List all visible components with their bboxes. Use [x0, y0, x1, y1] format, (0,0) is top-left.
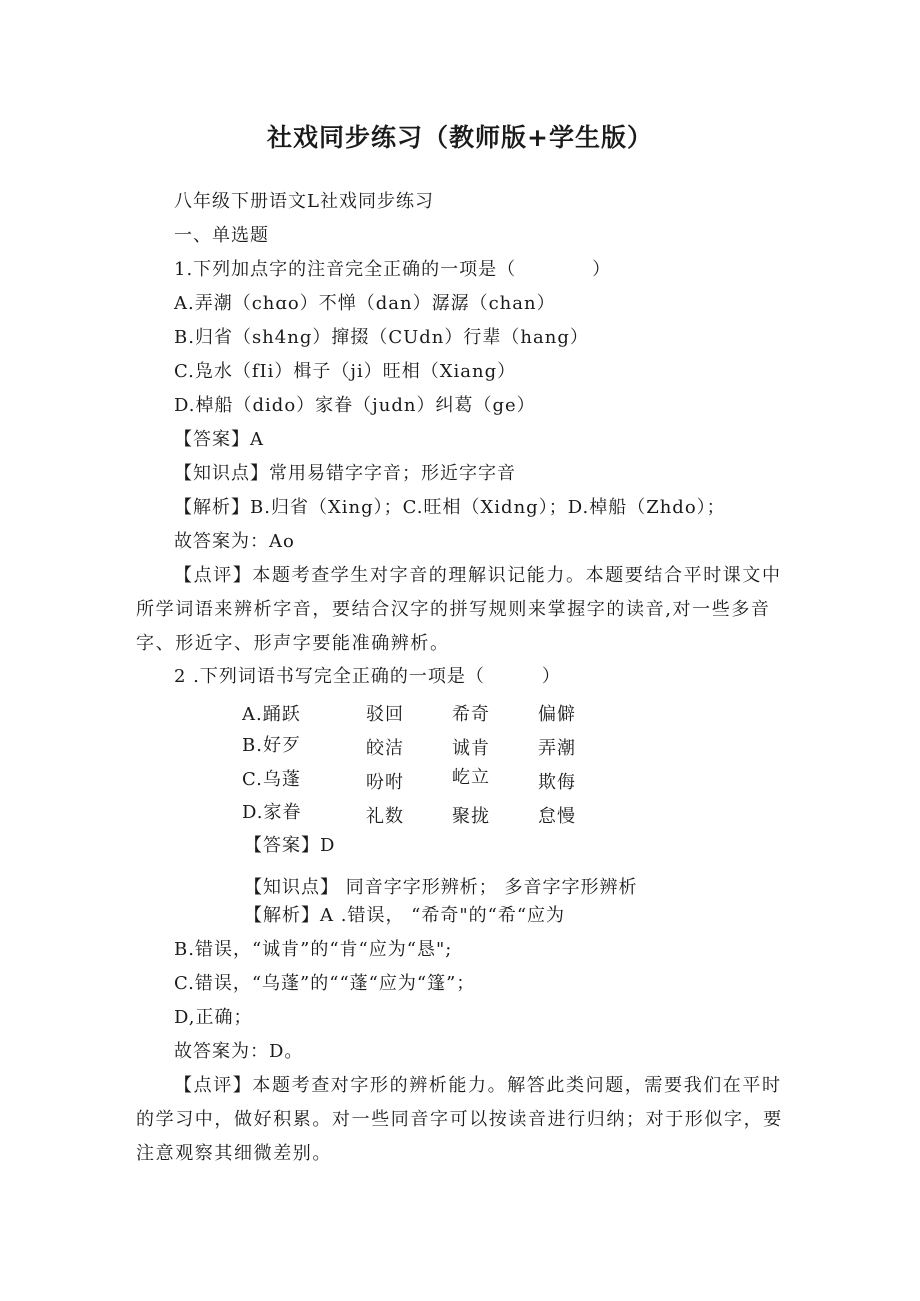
- q2-row-c-word-1: C.乌蓬: [242, 769, 301, 790]
- q2-stem: 2 .下列词语书写完全正确的一项是（ ）: [174, 666, 561, 687]
- q1-stem: 1.下列加点字的注音完全正确的一项是（ ）: [174, 259, 612, 280]
- q2-row-b-word-1: B.好歹: [242, 735, 301, 756]
- q2-row-d-word-3: 聚拢: [452, 806, 490, 827]
- q2-row-a-word-2: 驳回: [366, 704, 404, 725]
- q2-row-b-word-3: 诚肯: [452, 738, 490, 759]
- q2-row-c-word-4: 欺侮: [538, 772, 576, 793]
- q1-option-b: B.归省（sh4ng）撺掇（CUdn）行辈（hang）: [174, 327, 589, 348]
- q2-knowledge: 【知识点】 同音字字形辨析； 多音字字形辨析: [244, 877, 638, 898]
- q1-option-c: C.凫水（fIi）楫子（ji）旺相（Xiang）: [174, 361, 517, 382]
- q2-row-c-word-2: 吩咐: [366, 772, 404, 793]
- q2-row-d-word-4: 怠慢: [538, 806, 576, 827]
- q2-analysis: 【解析】A .错误， “希奇"的“希“应为: [244, 905, 566, 926]
- q2-row-b-word-4: 弄潮: [538, 738, 576, 759]
- q2-row-c-word-3: 屹立: [452, 767, 490, 788]
- q2-row-a-word-1: A.踊跃: [242, 704, 301, 725]
- q2-analysis-d: D,正确；: [174, 1007, 253, 1028]
- q2-row-a-word-3: 希奇: [452, 704, 490, 725]
- q2-analysis-c: C.错误，“乌蓬”的““蓬“应为“篷”；: [174, 973, 476, 994]
- q1-option-d: D.棹船（dido）家眷（judn）纠葛（ge）: [174, 395, 536, 416]
- subtitle: 八年级下册语文L社戏同步练习: [174, 191, 434, 212]
- q1-comment: 【点评】本题考查学生对字音的理解识记能力。本题要结合平时课文中所学词语来辨析字音，要结合汉字的拼写规则来掌握字的读音,对一些多音字、形近字、形声字要能准确辨析。: [136, 565, 782, 654]
- q2-analysis-b: B.错误，“诚肯”的“肯“应为“恳";: [174, 939, 453, 960]
- q1-option-a: A.弄潮（chɑo）不惮（dan）潺潺（chan）: [174, 293, 556, 314]
- q1-answer: 【答案】A: [174, 429, 264, 450]
- q2-row-d-word-2: 礼数: [366, 806, 404, 827]
- q2-row-b-word-2: 皎洁: [366, 738, 404, 759]
- section-heading: 一、单选题: [174, 225, 269, 246]
- q2-conclusion: 故答案为：D。: [174, 1041, 304, 1062]
- q2-answer: 【答案】D: [244, 835, 336, 856]
- q1-knowledge: 【知识点】常用易错字字音；形近字字音: [174, 463, 516, 484]
- q1-conclusion: 故答案为：Ao: [174, 531, 295, 552]
- q2-row-d-word-1: D.家眷: [242, 802, 302, 823]
- q1-analysis: 【解析】B.归省（Xing）；C.旺相（Xidng）；D.棹船（Zhdo）；: [174, 497, 726, 518]
- q2-comment: 【点评】本题考查对字形的辨析能力。解答此类问题，需要我们在平时的学习中，做好积累。对一些同音字可以按读音进行归纳；对于形似字，要注意观察其细微差别。: [136, 1075, 783, 1164]
- page-title: 社戏同步练习（教师版+学生版）: [267, 123, 653, 152]
- q2-row-a-word-4: 偏僻: [538, 704, 576, 725]
